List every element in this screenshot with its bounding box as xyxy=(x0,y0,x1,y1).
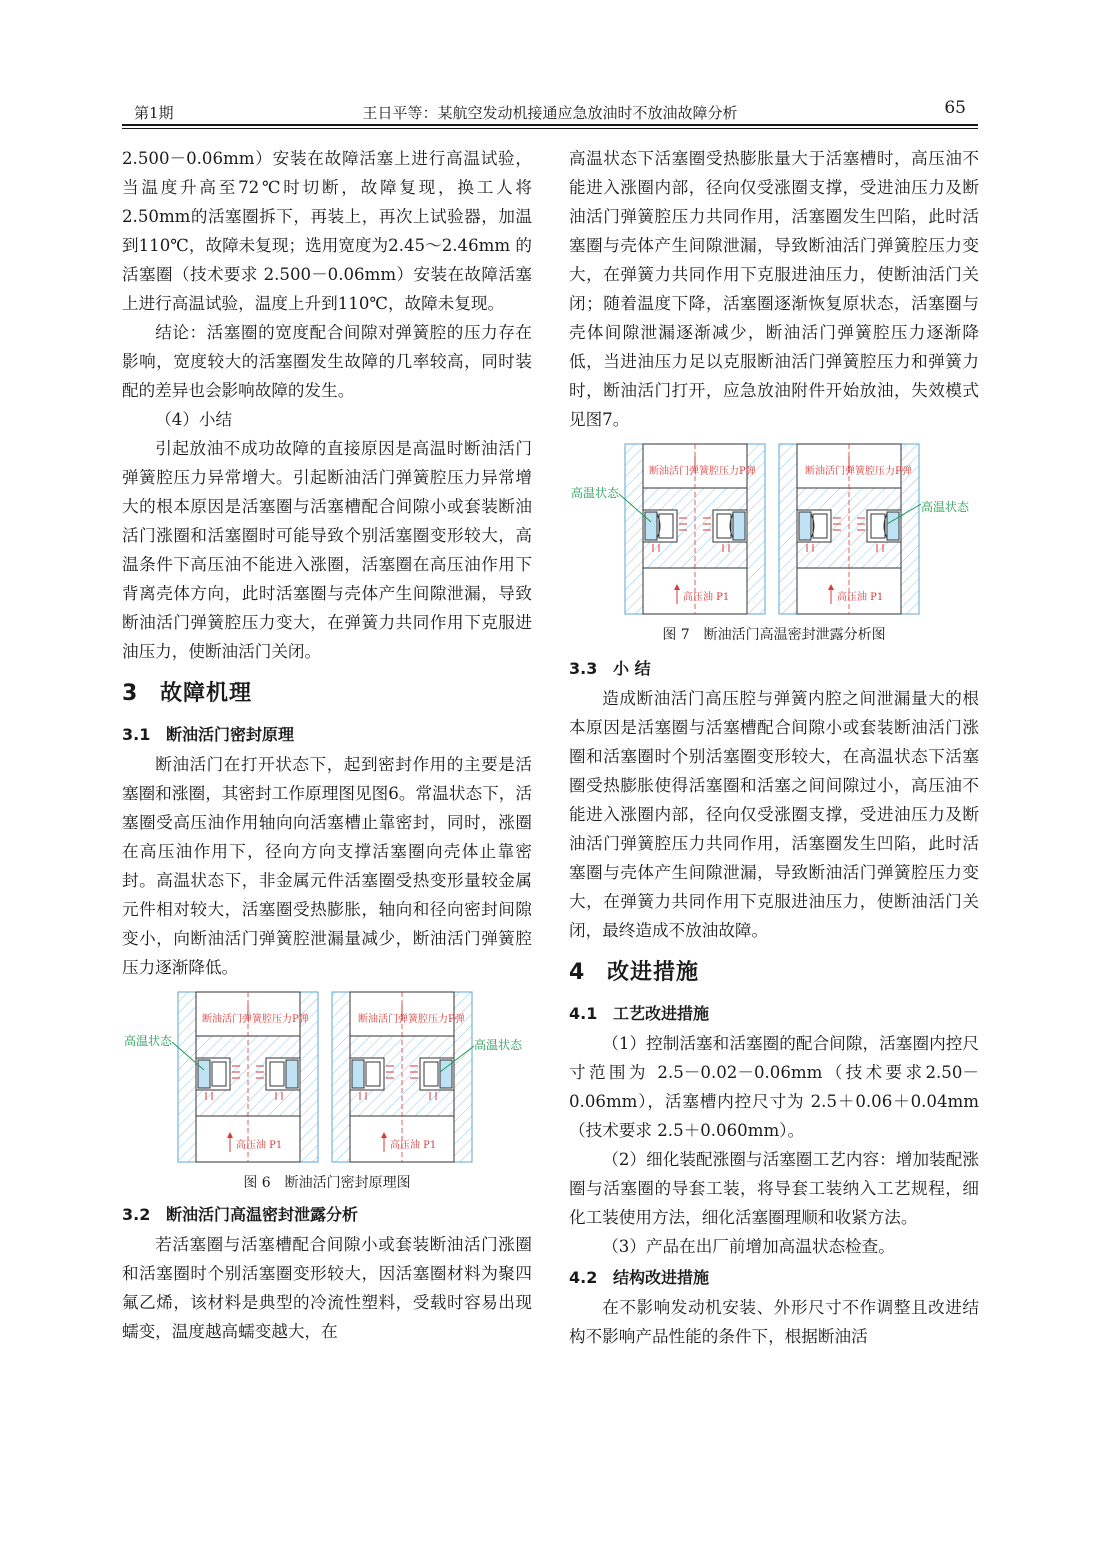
paragraph: 在不影响发动机安装、外形尺寸不作调整且改进结构不影响产品性能的条件下，根据断油活 xyxy=(569,1298,979,1346)
figure-label-high-temp: 高温状态 xyxy=(921,500,970,514)
section-heading xyxy=(122,674,532,714)
subsection-number: 3.1 xyxy=(122,725,151,744)
subsection-heading xyxy=(122,1200,532,1230)
subsection-heading xyxy=(569,1263,979,1293)
paragraph: 结论：活塞圈的宽度配合间隙对弹簧腔的压力存在影响，宽度较大的活塞圈发生故障的几率较高，同时装配的差异也会影响故障的发生。 xyxy=(122,323,532,400)
figure-label-high-temp: 高温状态 xyxy=(124,1034,173,1048)
right-column xyxy=(569,144,979,1351)
paragraph: 引起放油不成功故障的直接原因是高温时断油活门弹簧腔压力异常增大。引起断油活门弹簧腔压力异常增大的根本原因是活塞圈与活塞槽配合间隙小或套装断油活门涨圈和活塞圈时可能导致个别活塞圈变形较大，高温条件下高压油不能进入涨圈，活塞圈在高压油作用下背离壳体方向，此时活塞圈与壳体产生间隙泄漏，导致断油活门弹簧腔压力变大，在弹簧力共同作用下克服进油压力，使断油活门关闭。 xyxy=(122,439,532,661)
figure-label-high-temp: 高温状态 xyxy=(571,486,620,500)
subsection-title: 小 结 xyxy=(613,659,651,678)
figure-number: 图 7 xyxy=(662,627,690,643)
subsection-number: 3.3 xyxy=(569,659,598,678)
figure-caption xyxy=(122,1172,532,1194)
subsection-number: 3.2 xyxy=(122,1205,151,1224)
figure-number: 图 6 xyxy=(243,1175,271,1191)
paragraph: 高温状态下活塞圈受热膨胀量大于活塞槽时，高压油不能进入涨圈内部，径向仅受涨圈支撑，受进油压力及断油活门弹簧腔压力共同作用，活塞圈发生凹陷，此时活塞圈与壳体产生间隙泄漏，导致断油活门弹簧腔压力变大，在弹簧力共同作用下克服进油压力，使断油活门关闭；随着温度下降，活塞圈逐渐恢复原状态，活塞圈与壳体间隙泄漏逐渐减少，断油活门弹簧腔压力逐渐降低，当进油压力足以克服断油活门弹簧腔压力和弹簧力时，断油活门打开，应急放油附件开始放油，失效模式见图7。 xyxy=(569,149,979,429)
paragraph: 2.500－0.06mm）安装在故障活塞上进行高温试验，当温度升高至72℃时切断，故障复现，换工人将2.50mm的活塞圈拆下，再装上，再次上试验器，加温到110℃，故障未复现；选用宽度为2.45～2.46mm 的活塞圈（技术要求 2.500－0.06mm）安装在故障活塞上进行高温试验，温度上升到110℃，故障未复现。 xyxy=(122,149,532,313)
figure-label-high-pressure-oil: 高压油 P1 xyxy=(683,592,730,603)
subsection-heading xyxy=(569,654,979,684)
paragraph-heading: （4）小结 xyxy=(155,410,233,429)
subsection-title: 断油活门密封原理 xyxy=(166,725,295,744)
subsection-number: 4.1 xyxy=(569,1004,598,1023)
paragraph: 造成断油活门高压腔与弹簧内腔之间泄漏量大的根本原因是活塞圈与活塞槽配合间隙小或套装断油活门涨圈和活塞圈时个别活塞圈变形较大，在高温状态下活塞圈受热膨胀使得活塞圈和活塞之间间隙过小，高压油不能进入涨圈内部，径向仅受涨圈支撑，受进油压力及断油活门弹簧腔压力共同作用，活塞圈发生凹陷，此时活塞圈与壳体产生间隙泄漏，导致断油活门弹簧腔压力变大，在弹簧力共同作用下克服进油压力，使断油活门关闭，最终造成不放油故障。 xyxy=(569,689,979,940)
left-column xyxy=(122,144,532,1346)
figure-label-high-pressure-oil: 高压油 P1 xyxy=(837,592,884,603)
figure-6 xyxy=(122,990,532,1194)
figure-label-spring-pressure: 断油活门弹簧腔压力P弹 xyxy=(358,1014,465,1025)
page-header xyxy=(122,96,978,126)
header-rule-thick xyxy=(122,124,978,126)
journal-issue: 第1期 xyxy=(134,104,174,122)
figure-label-spring-pressure: 断油活门弹簧腔压力P弹 xyxy=(805,466,912,477)
paragraph: （3）产品在出厂前增加高温状态检查。 xyxy=(602,1237,895,1256)
subsection-heading xyxy=(569,999,979,1029)
paragraph: （1）控制活塞和活塞圈的配合间隙，活塞圈内控尺寸范围为 2.5－0.02－0.06mm（技术要求2.50－0.06mm），活塞槽内控尺寸为 2.5＋0.06＋0.04mm（技术要求 2.5＋0.060mm）。 xyxy=(569,1034,979,1140)
page-number: 65 xyxy=(944,98,966,118)
figure-label-spring-pressure: 断油活门弹簧腔压力P弹 xyxy=(649,466,756,477)
figure-label-high-pressure-oil: 高压油 P1 xyxy=(236,1140,283,1151)
figure-caption xyxy=(569,624,979,646)
section-number: 4 xyxy=(569,960,586,985)
section-heading xyxy=(569,953,979,993)
subsection-title: 结构改进措施 xyxy=(613,1268,710,1287)
subsection-title: 断油活门高温密封泄露分析 xyxy=(166,1205,359,1224)
section-title: 故障机理 xyxy=(160,681,253,706)
section-title: 改进措施 xyxy=(607,960,700,985)
paragraph: 若活塞圈与活塞槽配合间隙小或套装断油活门涨圈和活塞圈时个别活塞圈变形较大，因活塞圈材料为聚四氟乙烯，该材料是典型的冷流性塑料，受载时容易出现蠕变，温度越高蠕变越大，在 xyxy=(122,1235,532,1341)
figure-7 xyxy=(569,442,979,646)
figure-label-high-pressure-oil: 高压油 P1 xyxy=(390,1140,437,1151)
paragraph: （2）细化装配涨圈与活塞圈工艺内容：增加装配涨圈与活塞圈的导套工装，将导套工装纳入工艺规程，细化工装使用方法，细化活塞圈理顺和收紧方法。 xyxy=(569,1150,979,1227)
paragraph: 断油活门在打开状态下，起到密封作用的主要是活塞圈和涨圈，其密封工作原理图见图6。常温状态下，活塞圈受高压油作用轴向向活塞槽止靠密封，同时，涨圈在高压油作用下，径向方向支撑活塞圈向壳体止靠密封。高温状态下，非金属元件活塞圈受热变形量较金属元件相对较大，活塞圈受热膨胀，轴向和径向密封间隙变小，向断油活门弹簧腔泄漏量减少，断油活门弹簧腔压力逐渐降低。 xyxy=(122,755,532,977)
figure-label-spring-pressure: 断油活门弹簧腔压力P弹 xyxy=(202,1014,309,1025)
header-rule-thin xyxy=(122,128,978,129)
running-title: 王日平等：某航空发动机接通应急放油时不放油故障分析 xyxy=(362,104,738,122)
subsection-number: 4.2 xyxy=(569,1268,598,1287)
section-number: 3 xyxy=(122,681,139,706)
subsection-title: 工艺改进措施 xyxy=(613,1004,710,1023)
subsection-heading xyxy=(122,720,532,750)
figure-caption-text: 断油活门高温密封泄露分析图 xyxy=(703,627,886,643)
figure-caption-text: 断油活门密封原理图 xyxy=(284,1175,411,1191)
figure-label-high-temp: 高温状态 xyxy=(474,1038,523,1052)
